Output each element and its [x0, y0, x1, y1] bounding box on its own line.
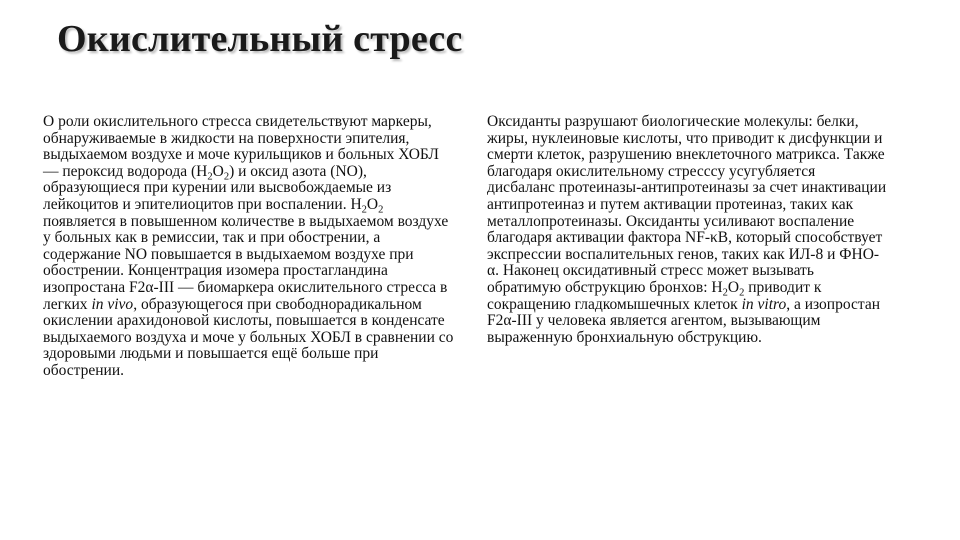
text-run: , а изопростан F2α-III у человека является агентом, вызывающим выраженную бронхиальную обструкцию.	[487, 295, 880, 346]
subscript: 2	[378, 204, 384, 216]
text-run: , образующегося при свободнорадикальном окислении арахидоновой кислоты, повышается в конденсате выдыхаемого воздуха и моче у больных ХОБЛ в сравнении со здоровыми людьми и повышается ещё больше при обострении.	[43, 295, 454, 379]
right-paragraph	[487, 114, 887, 346]
left-text-column	[43, 114, 455, 380]
text-run: Оксиданты разрушают биологические молекулы: белки, жиры, нуклеиновые кислоты, что приводит к дисфункции и смерти клеток, разрушению внеклеточного матрикса. Также благодаря окислительному стресссу усугубляется дисбаланс протеиназы-антипротеиназы за счет инактивации антипротеиназ и путем активации протеиназ, таких как металлопротеиназы. Оксиданты усиливают воспаление благодаря активации фактора NF-κB, который способствует экспрессии воспалительных генов, таких как ИЛ-8 и ФНО-α. Наконец оксидативный стресс может вызывать обратимую обструкцию бронхов: H	[487, 113, 887, 296]
right-text-column	[487, 114, 887, 346]
text-run: ) и оксид азота (NO), образующиеся при курении или высвобождаемые из лейкоцитов и эпителиоцитов при воспалении. H	[43, 162, 392, 213]
text-run: O	[727, 278, 740, 296]
subscript: 2	[722, 287, 728, 299]
text-run: приводит к сокращению гладкомышечных клеток	[487, 278, 822, 313]
slide-title: Окислительный стресс	[57, 18, 463, 60]
left-paragraph	[43, 114, 455, 380]
italic-text: in vitro	[741, 295, 787, 313]
subscript: 2	[223, 171, 230, 183]
text-run: O	[366, 195, 379, 213]
subscript: 2	[207, 171, 213, 183]
italic-text: in vivo	[91, 295, 134, 313]
subscript: 2	[739, 287, 745, 299]
subscript: 2	[361, 204, 367, 216]
text-run: О роли окислительного стресса свидетельствуют маркеры, обнаруживаемые в жидкости на поверхности эпителия, выдыхаемом воздухе и моче курильщиков и больных ХОБЛ — пероксид водорода (H	[43, 113, 439, 180]
text-run: O	[212, 162, 224, 180]
text-run: появляется в повышенном количестве в выдыхаемом воздухе у больных как в ремиссии, так и при обострении, а содержание NO повышается в выдыхаемом воздухе при обострении. Концентрация изомера простагландина изопростана F2α-III — биомаркера окислительного стресса в легких	[43, 212, 449, 313]
